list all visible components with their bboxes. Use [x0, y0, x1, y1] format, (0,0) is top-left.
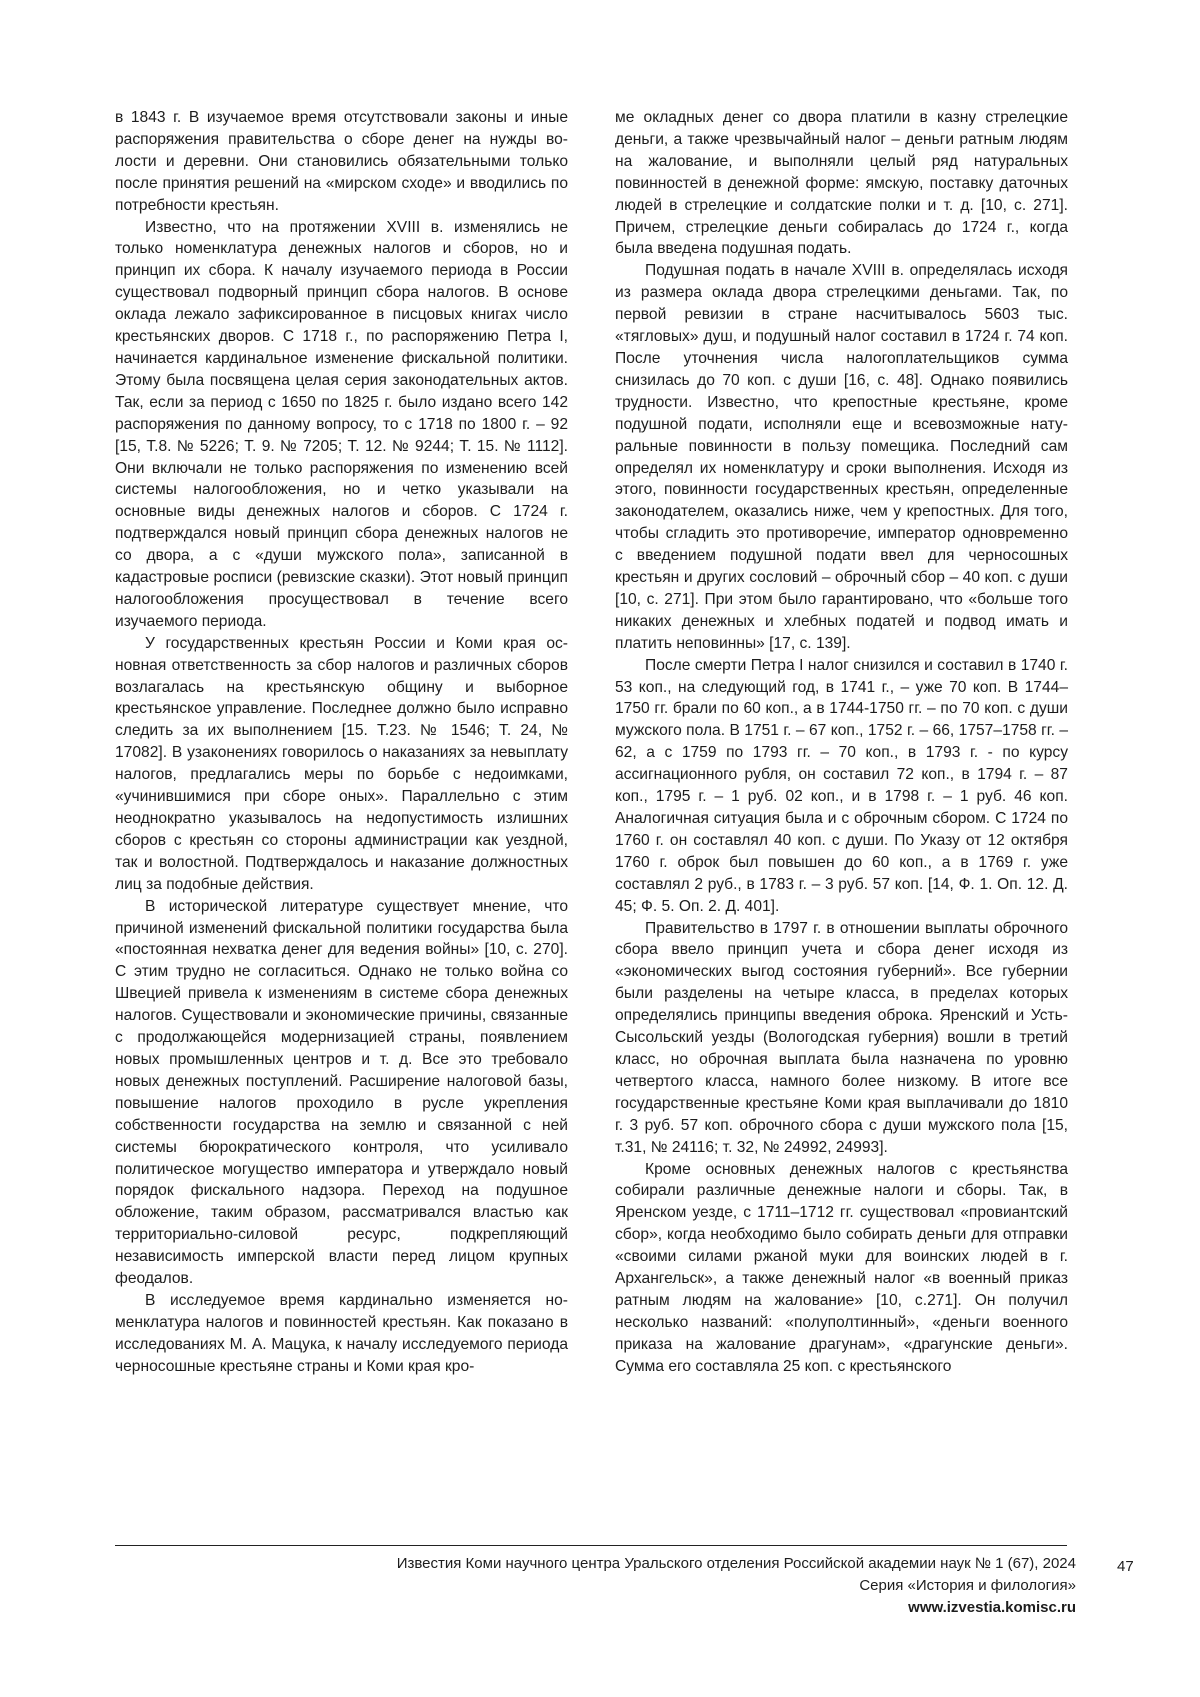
footer-divider	[115, 1545, 1067, 1546]
paragraph: Известно, что на протяжении XVIII в. изменялись не только номенклатура денежных налогов и сборов, но и принцип их сбора. К началу изучаемого периода в России существовал подворный принцип сбора налогов. В основе оклада лежало зафиксированное в писцовых книгах число крестьянских дворов. С 1718 г., по распоряжению Петра I, начинается кардинальное изменение фискальной политики. Этому была посвящена целая серия законодательных актов. Так, если за период с 1650 по 1825 г. было издано всего 142 распоряжения по данному вопросу, то с 1718 по 1800 г. – 92 [15, Т.8. № 5226; Т. 9. № 7205; Т. 12. № 9244; Т. 15. № 1112]. Они включали не только распоряжения по изменению всей системы налогообложения, но и четко указывали на основные виды денежных налогов и сборов. С 1724 г. подтверждался новый принцип сбора денежных налогов не со двора, а с «души мужского пола», записанной в кадастровые росписи (ревизские сказки). Этот новый принцип налогообложения просуществовал в течение всего изучаемого периода.	[115, 218, 568, 630]
journal-title: Известия Коми научного центра Уральского отделения Российской академии наук № 1 (67), 2024	[396, 1555, 1076, 1572]
journal-footer	[397, 1553, 1076, 1619]
paragraph: После смерти Петра I налог снизился и составил в 1740 г. 53 коп., на следующий год, в 1741 г., – уже 70 коп. В 1744–1750 гг. брали по 60 коп., а в 1744-1750 гг. – по 70 коп. с души мужского пола. В 1751 г. – 67 коп., 1752 г. – 66, 1757–1758 гг. – 62, а с 1759 по 1793 гг. – 70 коп., в 1793 г. - по курсу ассигнационного рубля, он составил 72 коп., в 1794 г. – 87 коп., 1795 г. – 1 руб. 02 коп., и в 1798 г. – 1 руб. 46 коп. Аналогичная ситуация была и с оброчным сбором. С 1724 по 1760 г. он составлял 40 коп. с души. По Указу от 12 октября 1760 г. оброк был повышен до 60 коп., а в 1769 г. уже составлял 2 руб., в 1783 г. – 3 руб. 57 коп. [14, Ф. 1. Оп. 12. Д. 45; Ф. 5. Оп. 2. Д. 401].	[615, 656, 1068, 915]
journal-series: Серия «История и филология»	[859, 1577, 1076, 1594]
paragraph: Подушная подать в начале XVIII в. определялась исходя из размера оклада двора стрелецкими деньгами. Так, по первой ревизии в стране насчитывалось 5603 тыс. «тягловых» душ, и подушный налог составил в 1724 г. 74 коп. После уточнения числа налогоплательщиков сумма снизилась до 70 коп. с души [16, с. 48]. Однако появились трудности. Известно, что крепостные крестьяне, кроме подушной подати, исполняли еще и всевозможные натуральные повинности в пользу помещика. Последний сам определял их номенклатуру и сроки выполнения. Исходя из этого, повинности государственных крестьян, определенные законодателем, оказались ниже, чем у крепостных. Для того, чтобы сгладить это противоречие, император одновременно с введением подушной подати ввел для черносошных крестьян и других сословий – оброчный сбор – 40 коп. с души [10, с. 271]. При этом было гарантировано, что «больше того никаких денежных и хлебных податей и подвод имать и платить неповинны» [17, с. 139].	[615, 262, 1068, 652]
paragraph: У государственных крестьян России и Коми края основная ответственность за сбор налогов и различных сборов возлагалась на крестьянскую общину и выборное крестьянское управление. Последнее должно было исправно следить за их выполнением [15. Т.23. № 1546; Т. 24, № 17082]. В узаконениях говорилось о наказаниях за невыплату налогов, предлагались меры по борьбе с недоимками, «учинившимися при сборе оных». Параллельно с этим неоднократно указывалось на недопустимость излишних сборов с крестьян со стороны администрации как уездной, так и волостной. Подтверждалось и наказание должностных лиц за подобные действия.	[115, 634, 568, 893]
paragraph: в 1843 г. В изучаемое время отсутствовали законы и иные распоряжения правительства о сборе денег на нужды волости и деревни. Они становились обязательными только после принятия решений на «мирском сходе» и вводились по потребности крестьян.	[115, 109, 568, 214]
journal-url[interactable]: www.izvestia.komisc.ru	[908, 1599, 1076, 1616]
paragraph: ме окладных денег со двора платили в казну стрелецкие деньги, а также чрезвычайный налог – деньги ратным людям на жалование, и выполняли целый ряд натуральных повинностей в денежной форме: ямскую, поставку даточных людей в стрелецкие и солдатские полки и т. д. [10, с. 271]. Причем, стрелецкие деньги собиралась до 1724 г., когда была введена подушная подать.	[615, 109, 1068, 258]
left-text-column	[115, 107, 568, 1378]
paragraph: В исторической литературе существует мнение, что причиной изменений фискальной политики государства была «постоянная нехватка денег для ведения войны» [10, с. 270]. С этим трудно не согласиться. Однако не только война со Швецией привела к изменениям в системе сбора денежных налогов. Существовали и экономические причины, связанные с продолжающейся модернизацией страны, появлением новых промышленных центров и т. д. Все это требовало новых денежных поступлений. Расширение налоговой базы, повышение налогов проходило в русле укрепления собственности государства на землю и связанной с ней системы бюрократического контроля, что усиливало политическое могущество императора и утверждало новый порядок фискального надзора. Переход на подушное обложение, таким образом, рассматривался властью как территориально-силовой ресурс, подкрепляющий независимость имперской власти перед лицом крупных феодалов.	[115, 897, 568, 1288]
paragraph: Правительство в 1797 г. в отношении выплаты оброчного сбора ввело принцип учета и сбора денег исходя из «экономических выгод состояния губерний». Все губернии были разделены на четыре класса, в пределах которых определялись принципы введения оброка. Яренский и Усть-Сысольский уезды (Вологодская губерния) вошли в третий класс, но оброчная выплата была назначена по уровню четвертого класса, намного более низкому. В итоге все государственные крестьяне Коми края выплачивали до 1810 г. 3 руб. 57 коп. оброчного сбора с души мужского пола [15, т.31, № 24116; т. 32, № 24992, 24993].	[615, 919, 1068, 1156]
page-number: 47	[1117, 1558, 1134, 1575]
paragraph: Кроме основных денежных налогов с крестьянства собирали различные денежные налоги и сборы. Так, в Яренском уезде, с 1711–1712 гг. существовал «провиантский сбор», когда необходимо было собирать деньги для отправки «своими силами ржаной муки для воинских людей в г. Архангельск», а также денежный налог «в военный приказ ратным людям на жалование» [10, с.271]. Он получил несколько названий: «полуполтинный», «деньги военного приказа на жалование драгунам», «драгунские деньги». Сумма его составляла 25 коп. с крестьянского	[615, 1160, 1068, 1375]
paragraph: В исследуемое время кардинально изменяется номенклатура налогов и повинностей крестьян. Как показано в исследованиях М. А. Мацука, к началу исследуемого периода черносошные крестьяне страны и Коми края кро-	[115, 1291, 568, 1375]
right-text-column	[615, 107, 1068, 1378]
